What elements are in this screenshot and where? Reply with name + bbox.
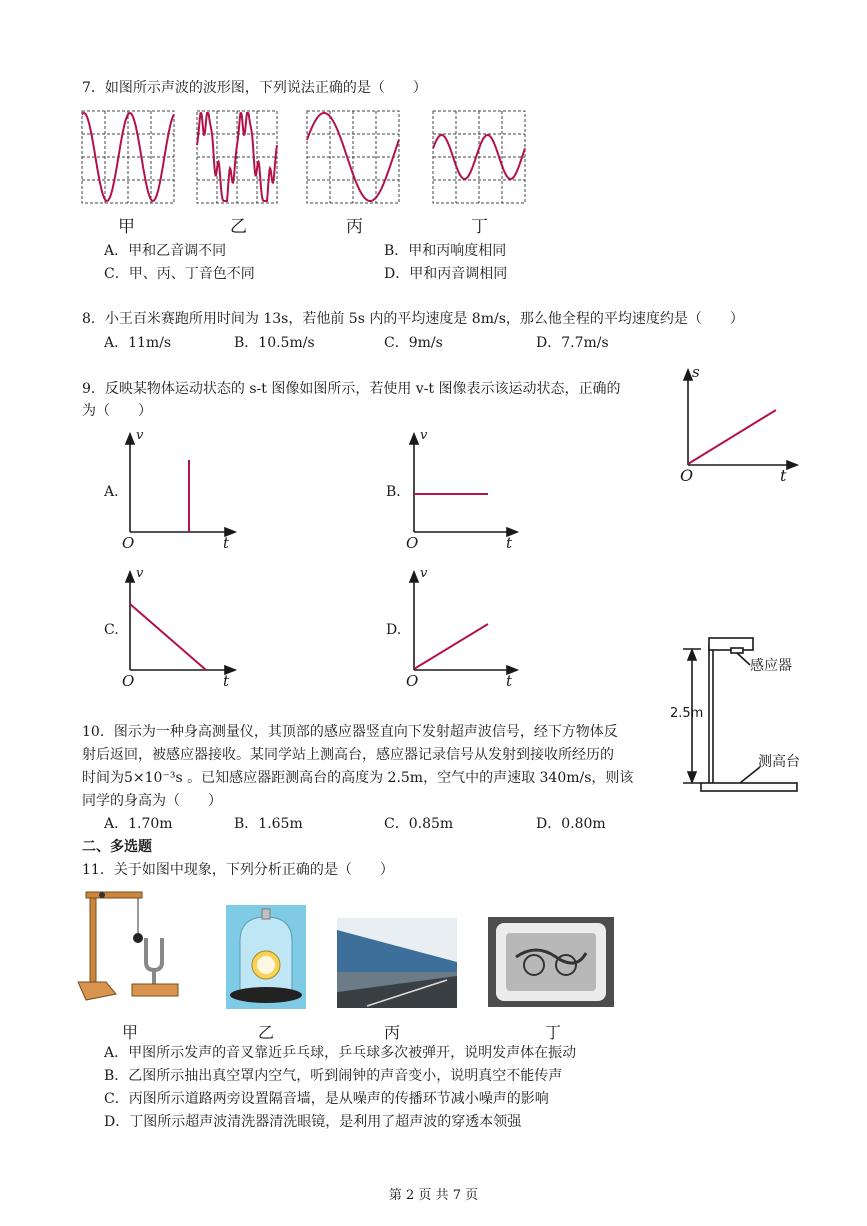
q8-option-d[interactable]: D．7.7m/s — [536, 335, 609, 351]
q9-c-x-label: t — [223, 672, 230, 690]
q10-option-d[interactable]: D．0.80m — [536, 816, 606, 832]
q7-label-yi: 乙 — [230, 217, 247, 237]
q10-option-a[interactable]: A．1.70m — [104, 816, 173, 832]
section-multi-choice-title: 二、多选题 — [82, 839, 152, 855]
q9-stem-line1: 9．反映某物体运动状态的 s-t 图像如图所示，若使用 v-t 图像表示该运动状态，正确的 — [82, 381, 621, 397]
q9-b-origin: O — [406, 534, 419, 552]
q11-option-c[interactable]: C．丙图所示道路两旁设置隔音墙，是从噪声的传播环节减小噪声的影响 — [104, 1091, 549, 1107]
q11-label-bing: 丙 — [384, 1023, 401, 1042]
q11-image-bell-jar — [226, 905, 306, 1009]
q7-option-b[interactable]: B．甲和丙响度相同 — [384, 243, 507, 259]
q7-stem: 7．如图所示声波的波形图，下列说法正确的是（ ） — [82, 80, 427, 96]
q9-letter-d[interactable]: D. — [386, 622, 402, 638]
q8-stem: 8．小王百米赛跑所用时间为 13s，若他前 5s 内的平均速度是 8m/s，那么他全程的平均速度约是（ ） — [82, 311, 744, 327]
q9-c-origin: O — [122, 672, 135, 690]
q10-option-b[interactable]: B．1.65m — [234, 816, 303, 832]
q10-height-label: 2.5m — [670, 706, 704, 721]
q10-sensor-label: 感应器 — [750, 658, 792, 674]
q9-b-y-label: v — [420, 428, 428, 443]
q7-option-a[interactable]: A．甲和乙音调不同 — [104, 243, 227, 259]
q8-option-a[interactable]: A．11m/s — [104, 335, 172, 351]
q11-option-a[interactable]: A．甲图所示发声的音叉靠近乒乓球，乒乓球多次被弹开，说明发声体在振动 — [104, 1045, 577, 1061]
q11-label-yi: 乙 — [258, 1023, 275, 1042]
q9-c-y-label: v — [136, 566, 144, 581]
q11-image-ultrasonic-cleaner — [488, 917, 614, 1007]
q10-line4: 同学的身高为（ ） — [82, 793, 222, 809]
q10-line1: 10．图示为一种身高测量仪，其顶部的感应器竖直向下发射超声波信号，经下方物体反 — [82, 724, 618, 740]
page-footer: 第 2 页 共 7 页 — [388, 1188, 479, 1203]
q7-label-jia: 甲 — [118, 217, 135, 237]
q9-d-x-label: t — [506, 672, 513, 690]
q8-option-b[interactable]: B．10.5m/s — [234, 335, 315, 351]
q8-option-c[interactable]: C．9m/s — [384, 335, 443, 351]
q11-image-tuning-fork — [76, 882, 186, 1008]
q9-ref-y-label: s — [692, 363, 700, 381]
q7-label-ding: 丁 — [471, 217, 488, 237]
q11-option-d[interactable]: D．丁图所示超声波清洗器清洗眼镜，是利用了超声波的穿透本领强 — [104, 1114, 522, 1130]
q9-ref-x-label: t — [780, 466, 787, 485]
q9-b-x-label: t — [506, 534, 513, 552]
q9-stem-line2: 为（ ） — [82, 403, 152, 419]
q9-ref-origin: O — [680, 466, 694, 485]
q9-d-y-label: v — [420, 566, 428, 581]
q9-a-origin: O — [122, 534, 135, 552]
q10-option-c[interactable]: C．0.85m — [384, 816, 454, 832]
q11-label-jia: 甲 — [122, 1023, 139, 1042]
q7-label-bing: 丙 — [346, 217, 363, 237]
q10-line2: 射后返回，被感应器接收。某同学站上测高台，感应器记录信号从发射到接收所经历的 — [82, 747, 614, 763]
q9-letter-b[interactable]: B. — [386, 484, 401, 500]
q9-a-x-label: t — [223, 534, 230, 552]
q7-option-c[interactable]: C．甲、丙、丁音色不同 — [104, 266, 255, 282]
q11-option-b[interactable]: B．乙图所示抽出真空罩内空气，听到闹钟的声音变小，说明真空不能传声 — [104, 1068, 563, 1084]
q9-letter-a[interactable]: A. — [104, 484, 119, 500]
q10-line3: 时间为5×10⁻³s 。已知感应器距测高台的高度为 2.5m，空气中的声速取 340m/s，则该 — [82, 770, 634, 786]
q11-stem: 11．关于如图中现象，下列分析正确的是（ ） — [82, 862, 394, 878]
q11-image-sound-barrier — [337, 918, 457, 1008]
q10-platform-label: 测高台 — [758, 754, 800, 770]
q9-d-origin: O — [406, 672, 419, 690]
q11-label-ding: 丁 — [545, 1023, 562, 1042]
q7-option-d[interactable]: D．甲和丙音调相同 — [384, 266, 508, 282]
q9-a-y-label: v — [136, 428, 144, 443]
q9-letter-c[interactable]: C. — [104, 622, 119, 638]
